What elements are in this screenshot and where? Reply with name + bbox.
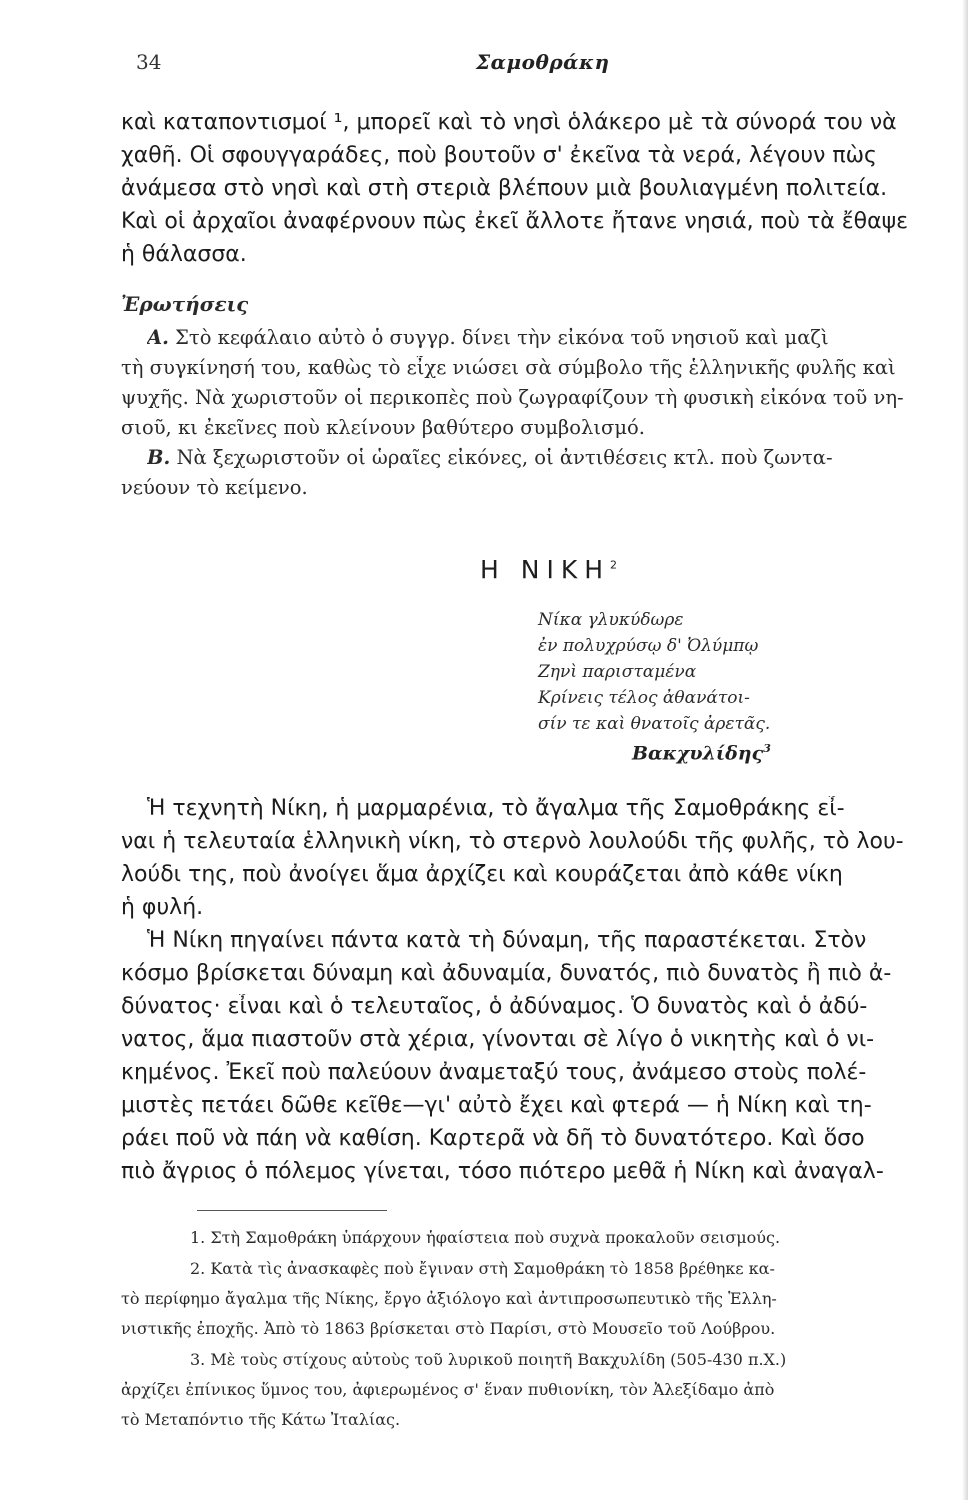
page-number: 34	[136, 50, 162, 74]
main-line: κημένος. Ἐκεῖ ποὺ παλεύουν ἀναμεταξύ τους, ἀνάμεσο στοὺς πολέ-	[121, 1060, 867, 1085]
question-a-line: τὴ συγκίνησή του, καθὼς τὸ εἶχε νιώσει σὰ σύμβολο τῆς ἑλληνικῆς φυλῆς καὶ	[121, 356, 896, 379]
question-a-line: Στὸ κεφάλαιο αὐτὸ ὁ συγγρ. δίνει τὴν εἰκόνα τοῦ νησιοῦ καὶ μαζὶ	[175, 326, 829, 349]
main-line: μιστὲς πετάει δῶθε κεῖθε—γι' αὐτὸ ἔχει καὶ φτερά — ἡ Νίκη καὶ τη-	[121, 1093, 872, 1118]
question-a	[147, 326, 829, 349]
poem-author-name: Βακχυλίδης	[632, 742, 764, 765]
main-line: Ἡ τεχνητὴ Νίκη, ἡ μαρμαρένια, τὸ ἄγαλμα τῆς Σαμοθράκης εἶ-	[147, 796, 845, 821]
main-line: ναι ἡ τελευταία ἑλληνικὴ νίκη, τὸ στερνὸ λουλούδι τῆς φυλῆς, τὸ λου-	[121, 829, 904, 854]
page-header	[0, 48, 968, 78]
section-title-text: Η ΝΙΚΗ	[480, 555, 611, 584]
footnote-line: τὸ Μεταπόντιο τῆς Κάτω Ἰταλίας.	[121, 1410, 401, 1429]
main-line: ράει ποῦ νὰ πάη νὰ καθίση. Καρτερᾶ νὰ δῆ τὸ δυνατότερο. Καὶ ὅσο	[121, 1126, 865, 1151]
main-line: κόσμο βρίσκεται δύναμη καὶ ἀδυναμία, δυνατός, πιὸ δυνατὸς ἢ πιὸ ἀ-	[121, 961, 892, 986]
section-title	[480, 555, 617, 584]
intro-line: χαθῆ. Οἱ σφουγγαράδες, ποὺ βουτοῦν σ' ἐκεῖνα τὰ νερά, λέγουν πὼς	[121, 143, 877, 168]
main-line: ἡ φυλή.	[121, 895, 204, 920]
question-b	[147, 446, 833, 469]
question-b-line: Νὰ ξεχωριστοῦν οἱ ὡραῖες εἰκόνες, οἱ ἀντιθέσεις κτλ. ποὺ ζωντα-	[176, 446, 833, 469]
questions-heading: Ἐρωτήσεις	[121, 292, 249, 316]
footnote-line: νιστικῆς ἐποχῆς. Ἀπὸ τὸ 1863 βρίσκεται στὸ Παρίσι, στὸ Μουσεῖο τοῦ Λούβρου.	[121, 1319, 776, 1338]
question-b-label: Β.	[147, 446, 171, 469]
page-edge-shadow	[962, 0, 968, 1500]
poem-line: Ζηνὶ παρισταμένα	[538, 662, 697, 682]
main-line: λούδι της, ποὺ ἀνοίγει ἅμα ἀρχίζει καὶ κουράζεται ἀπὸ κάθε νίκη	[121, 862, 843, 887]
question-a-line: σιοῦ, κι ἐκεῖνες ποὺ κλείνουν βαθύτερο συμβολισμό.	[121, 416, 645, 439]
main-line: Ἡ Νίκη πηγαίνει πάντα κατὰ τὴ δύναμη, τῆς παραστέκεται. Στὸν	[147, 928, 867, 953]
poem-line: ἐν πολυχρύσῳ δ' Ὀλύμπῳ	[538, 636, 759, 656]
intro-line: Καὶ οἱ ἀρχαῖοι ἀναφέρνουν πὼς ἐκεῖ ἄλλοτε ἤτανε νησιά, ποὺ τὰ ἔθαψε	[121, 209, 908, 234]
main-line: νατος, ἅμα πιαστοῦν στὰ χέρια, γίνονται σὲ λίγο ὁ νικητὴς καὶ ὁ νι-	[121, 1027, 875, 1052]
poem-author-ref: 3	[763, 742, 771, 755]
footnote-rule	[197, 1210, 387, 1211]
main-line: πιὸ ἄγριος ὁ πόλεμος γίνεται, τόσο πιότερο μεθᾶ ἡ Νίκη καὶ ἀναγαλ-	[121, 1159, 884, 1184]
footnote-line: 2. Κατὰ τὶς ἀνασκαφὲς ποὺ ἔγιναν στὴ Σαμοθράκη τὸ 1858 βρέθηκε κα-	[190, 1259, 775, 1278]
intro-line: ἀνάμεσα στὸ νησὶ καὶ στὴ στεριὰ βλέπουν μιὰ βουλιαγμένη πολιτεία.	[121, 176, 888, 201]
poem-line: Κρίνεις τέλος ἀθανάτοι-	[538, 688, 750, 708]
question-b-line: νεύουν τὸ κείμενο.	[121, 476, 308, 499]
footnote-line: 3. Μὲ τοὺς στίχους αὐτοὺς τοῦ λυρικοῦ ποιητῆ Βακχυλίδη (505-430 π.Χ.)	[190, 1350, 787, 1369]
footnote-line: 1. Στὴ Σαμοθράκη ὑπάρχουν ἡφαίστεια ποὺ συχνὰ προκαλοῦν σεισμούς.	[190, 1228, 781, 1247]
footnote-line: ἀρχίζει ἐπίνικος ὕμνος του, ἀφιερωμένος σ' ἕναν πυθιονίκη, τὸν Ἀλεξίδαμο ἀπὸ	[121, 1380, 775, 1399]
question-a-line: ψυχῆς. Νὰ χωριστοῦν οἱ περικοπὲς ποὺ ζωγραφίζουν τὴ φυσικὴ εἰκόνα τοῦ νη-	[121, 386, 904, 409]
section-footnote-ref: 2	[610, 558, 618, 572]
intro-line: ἡ θάλασσα.	[121, 242, 247, 267]
intro-line: καὶ καταποντισμοί ¹, μπορεῖ καὶ τὸ νησὶ ὁλάκερο μὲ τὰ σύνορά του νὰ	[121, 110, 897, 135]
poem-line: σίν τε καὶ θνατοῖς ἀρετᾶς.	[538, 714, 771, 734]
question-a-label: Α.	[147, 326, 169, 349]
running-title: Σαμοθράκη	[476, 50, 610, 74]
main-line: δύνατος· εἶναι καὶ ὁ τελευταῖος, ὁ ἀδύναμος. Ὁ δυνατὸς καὶ ὁ ἀδύ-	[121, 994, 868, 1019]
poem-author	[632, 742, 771, 764]
poem-line: Νίκα γλυκύδωρε	[538, 610, 684, 630]
footnote-line: τὸ περίφημο ἄγαλμα τῆς Νίκης, ἔργο ἀξιόλογο καὶ ἀντιπροσωπευτικὸ τῆς Ἑλλη-	[121, 1289, 777, 1308]
